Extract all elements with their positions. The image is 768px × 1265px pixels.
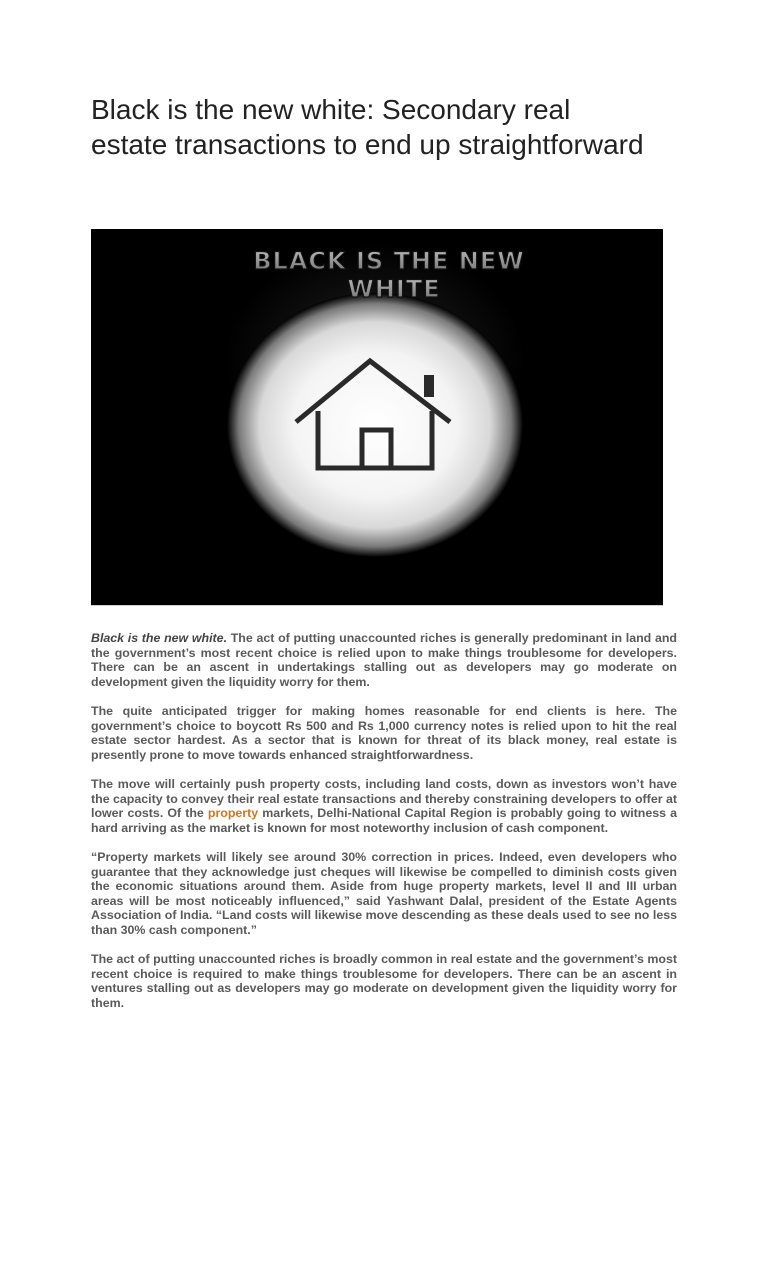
paragraph-1-text: The act of putting unaccounted riches is generally predominant in land and the government’s most recent choice is relied upon to make things troublesome for developers. There can be an ascent in undertakings stalling out as developers may go moderate on development given the liquidity worry for them. xyxy=(91,631,677,689)
property-link[interactable]: property xyxy=(207,806,259,821)
paragraph-5: The act of putting unaccounted riches is broadly common in real estate and the government’s most recent choice is required to make things troublesome for developers. There can be an ascent in ventures stalling out as developers may go moderate on development given the liquidity worry for them. xyxy=(91,952,677,1010)
hero-text-line2: WHITE xyxy=(347,275,441,303)
lead-phrase: Black is the new white. xyxy=(91,631,228,645)
article-body xyxy=(91,631,677,1025)
paragraph-2: The quite anticipated trigger for making homes reasonable for end clients is here. The government’s choice to boycott Rs 500 and Rs 1,000 currency notes is relied upon to hit the real estate sector hardest. As a sector that is known for threat of its black money, real estate is presently prone to move towards enhanced straightforwardness. xyxy=(91,703,677,762)
glow-spot xyxy=(227,293,523,557)
hero-image xyxy=(91,229,663,606)
paragraph-3-before: The move will certainly push property costs, including land costs, down as investors won’t have the capacity to convey their real estate transactions and thereby constraining developers to offer at lower costs. Of the xyxy=(91,776,677,821)
hero-text-line1: BLACK IS THE NEW xyxy=(253,247,525,275)
paragraph-4: “Property markets will likely see around 30% correction in prices. Indeed, even developers who guarantee that they acknowledge just cheques will likewise be compelled to diminish costs given the economic situations around them. Aside from huge property markets, level II and III urban areas will be most noticeably influenced,” said Yashwant Dalal, president of the Estate Agents Association of India. “Land costs will likewise move descending as these deals used to see no less than 30% cash component.” xyxy=(91,849,677,937)
paragraph-3 xyxy=(91,777,677,835)
paragraph-3-after: markets, Delhi-National Capital Region is probably going to witness a hard arriving as the market is known for most noteworthy inclusion of cash component. xyxy=(91,806,677,835)
article-title: Black is the new white: Secondary real estate transactions to end up straightforward xyxy=(91,94,644,160)
paragraph-1 xyxy=(91,631,677,689)
